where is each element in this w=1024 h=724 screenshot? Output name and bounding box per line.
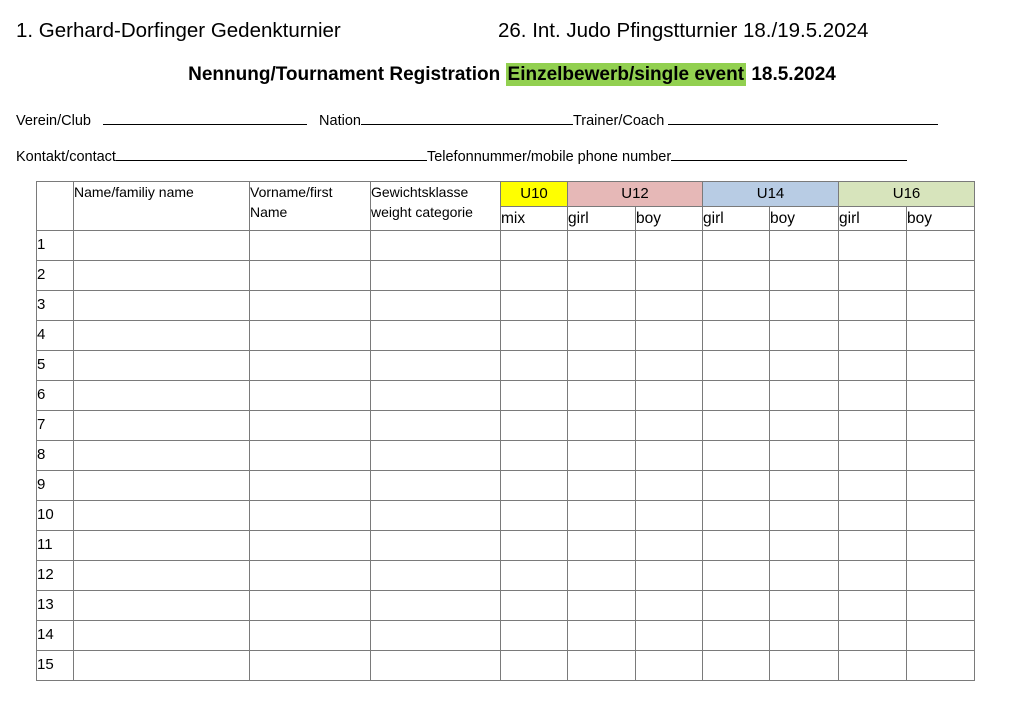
row-number: 13 bbox=[37, 591, 74, 621]
entry-cell[interactable] bbox=[770, 231, 839, 261]
entry-cell[interactable] bbox=[703, 561, 770, 591]
row-number: 8 bbox=[37, 441, 74, 471]
entry-cell[interactable] bbox=[636, 621, 703, 651]
entry-cell[interactable] bbox=[568, 411, 636, 441]
row-number: 2 bbox=[37, 261, 74, 291]
entry-cell[interactable] bbox=[501, 531, 568, 561]
table-row bbox=[37, 471, 975, 501]
phone-label: Telefonnummer/mobile phone number bbox=[426, 149, 672, 165]
entry-cell[interactable] bbox=[907, 261, 975, 291]
entry-cell[interactable] bbox=[250, 471, 371, 501]
contact-row bbox=[16, 147, 907, 165]
table-row bbox=[37, 591, 975, 621]
entry-cell[interactable] bbox=[703, 321, 770, 351]
table-row bbox=[37, 351, 975, 381]
table-row bbox=[37, 321, 975, 351]
entry-cell[interactable] bbox=[703, 261, 770, 291]
entry-cell[interactable] bbox=[636, 261, 703, 291]
entry-cell[interactable] bbox=[74, 471, 250, 501]
entry-cell[interactable] bbox=[250, 321, 371, 351]
coach-label: Trainer/Coach bbox=[572, 113, 665, 129]
entry-cell[interactable] bbox=[568, 291, 636, 321]
entry-cell[interactable] bbox=[501, 351, 568, 381]
entry-cell[interactable] bbox=[770, 291, 839, 321]
entry-cell[interactable] bbox=[770, 351, 839, 381]
entry-cell[interactable] bbox=[74, 381, 250, 411]
contact-label: Kontakt/contact bbox=[16, 149, 116, 165]
entry-cell[interactable] bbox=[839, 381, 907, 411]
entry-cell[interactable] bbox=[371, 591, 501, 621]
entry-cell[interactable] bbox=[703, 591, 770, 621]
age-group-u14: U14 bbox=[703, 182, 839, 207]
entry-cell[interactable] bbox=[250, 261, 371, 291]
row-number: 15 bbox=[37, 651, 74, 681]
table-row bbox=[37, 231, 975, 261]
entry-cell[interactable] bbox=[839, 321, 907, 351]
row-number: 12 bbox=[37, 561, 74, 591]
entry-cell[interactable] bbox=[839, 291, 907, 321]
entry-cell[interactable] bbox=[371, 441, 501, 471]
age-group-u12: U12 bbox=[568, 182, 703, 207]
entry-cell[interactable] bbox=[501, 651, 568, 681]
entry-cell[interactable] bbox=[371, 561, 501, 591]
u14-boy-header: boy bbox=[770, 207, 839, 231]
entry-cell[interactable] bbox=[250, 651, 371, 681]
entry-cell[interactable] bbox=[74, 621, 250, 651]
entry-cell[interactable] bbox=[74, 231, 250, 261]
entry-cell[interactable] bbox=[250, 591, 371, 621]
entry-cell[interactable] bbox=[501, 411, 568, 441]
table-row bbox=[37, 621, 975, 651]
entry-cell[interactable] bbox=[839, 651, 907, 681]
entry-cell[interactable] bbox=[74, 591, 250, 621]
entry-cell[interactable] bbox=[501, 501, 568, 531]
tournament-title: 26. Int. Judo Pfingstturnier 18./19.5.2024 bbox=[498, 19, 869, 42]
entry-cell[interactable] bbox=[636, 651, 703, 681]
weight-category-header: Gewichtsklasse weight categorie bbox=[371, 182, 501, 231]
entry-cell[interactable] bbox=[371, 411, 501, 441]
entry-cell[interactable] bbox=[907, 411, 975, 441]
table-row bbox=[37, 651, 975, 681]
entry-cell[interactable] bbox=[74, 441, 250, 471]
entry-cell[interactable] bbox=[839, 471, 907, 501]
entry-cell[interactable] bbox=[839, 231, 907, 261]
entry-cell[interactable] bbox=[501, 621, 568, 651]
entry-cell[interactable] bbox=[636, 291, 703, 321]
entry-cell[interactable] bbox=[501, 231, 568, 261]
entry-cell[interactable] bbox=[568, 231, 636, 261]
entry-cell[interactable] bbox=[568, 501, 636, 531]
u12-girl-header: girl bbox=[568, 207, 636, 231]
entry-cell[interactable] bbox=[501, 441, 568, 471]
entry-cell[interactable] bbox=[568, 321, 636, 351]
nation-field[interactable] bbox=[361, 111, 573, 125]
registration-heading bbox=[0, 64, 1024, 86]
entry-cell[interactable] bbox=[703, 411, 770, 441]
entry-cell[interactable] bbox=[839, 591, 907, 621]
entry-cell[interactable] bbox=[250, 531, 371, 561]
heading-date: 18.5.2024 bbox=[751, 64, 836, 85]
entry-cell[interactable] bbox=[501, 471, 568, 501]
u14-girl-header: girl bbox=[703, 207, 770, 231]
entry-cell[interactable] bbox=[371, 621, 501, 651]
entry-cell[interactable] bbox=[501, 291, 568, 321]
number-header bbox=[37, 182, 74, 231]
entry-cell[interactable] bbox=[74, 651, 250, 681]
entry-cell[interactable] bbox=[703, 651, 770, 681]
entry-cell[interactable] bbox=[839, 261, 907, 291]
entry-cell[interactable] bbox=[839, 561, 907, 591]
contact-field[interactable] bbox=[116, 147, 427, 161]
table-row bbox=[37, 261, 975, 291]
entry-cell[interactable] bbox=[250, 501, 371, 531]
entry-cell[interactable] bbox=[568, 561, 636, 591]
entry-cell[interactable] bbox=[703, 291, 770, 321]
entry-cell[interactable] bbox=[568, 531, 636, 561]
nation-label: Nation bbox=[319, 113, 361, 129]
entry-cell[interactable] bbox=[501, 591, 568, 621]
entry-cell[interactable] bbox=[839, 441, 907, 471]
entry-cell[interactable] bbox=[703, 441, 770, 471]
registration-table bbox=[36, 181, 975, 681]
entry-cell[interactable] bbox=[703, 621, 770, 651]
entry-cell[interactable] bbox=[770, 531, 839, 561]
row-number: 14 bbox=[37, 621, 74, 651]
entry-cell[interactable] bbox=[501, 381, 568, 411]
table-row bbox=[37, 561, 975, 591]
entry-cell[interactable] bbox=[568, 261, 636, 291]
entry-cell[interactable] bbox=[568, 441, 636, 471]
entry-cell[interactable] bbox=[636, 501, 703, 531]
entry-cell[interactable] bbox=[907, 291, 975, 321]
table-row bbox=[37, 411, 975, 441]
entry-cell[interactable] bbox=[636, 531, 703, 561]
entry-cell[interactable] bbox=[371, 321, 501, 351]
entry-cell[interactable] bbox=[839, 501, 907, 531]
entry-cell[interactable] bbox=[250, 381, 371, 411]
entry-cell[interactable] bbox=[907, 621, 975, 651]
name-header: Name/familiy name bbox=[74, 182, 250, 231]
entry-cell[interactable] bbox=[907, 591, 975, 621]
entry-cell[interactable] bbox=[371, 531, 501, 561]
entry-cell[interactable] bbox=[74, 531, 250, 561]
row-number: 1 bbox=[37, 231, 74, 261]
entry-cell[interactable] bbox=[770, 561, 839, 591]
age-group-u16: U16 bbox=[839, 182, 975, 207]
entry-cell[interactable] bbox=[770, 621, 839, 651]
entry-cell[interactable] bbox=[568, 351, 636, 381]
first-name-header: Vorname/first Name bbox=[250, 182, 371, 231]
club-label: Verein/Club bbox=[16, 113, 91, 129]
entry-cell[interactable] bbox=[501, 261, 568, 291]
entry-cell[interactable] bbox=[568, 591, 636, 621]
entry-cell[interactable] bbox=[770, 651, 839, 681]
entry-cell[interactable] bbox=[907, 531, 975, 561]
table-row bbox=[37, 381, 975, 411]
entry-cell[interactable] bbox=[703, 381, 770, 411]
entry-cell[interactable] bbox=[703, 501, 770, 531]
entry-cell[interactable] bbox=[839, 351, 907, 381]
entry-cell[interactable] bbox=[568, 471, 636, 501]
entry-cell[interactable] bbox=[907, 321, 975, 351]
entry-cell[interactable] bbox=[907, 471, 975, 501]
entry-cell[interactable] bbox=[74, 291, 250, 321]
entry-cell[interactable] bbox=[74, 351, 250, 381]
u12-boy-header: boy bbox=[636, 207, 703, 231]
entry-cell[interactable] bbox=[770, 411, 839, 441]
entry-cell[interactable] bbox=[568, 621, 636, 651]
entry-cell[interactable] bbox=[907, 381, 975, 411]
entry-cell[interactable] bbox=[371, 351, 501, 381]
heading-prefix: Nennung/Tournament Registration bbox=[188, 64, 501, 85]
row-number: 9 bbox=[37, 471, 74, 501]
entry-cell[interactable] bbox=[636, 591, 703, 621]
entry-cell[interactable] bbox=[371, 651, 501, 681]
entry-cell[interactable] bbox=[703, 351, 770, 381]
entry-cell[interactable] bbox=[770, 501, 839, 531]
entry-cell[interactable] bbox=[636, 441, 703, 471]
entry-cell[interactable] bbox=[74, 501, 250, 531]
entry-cell[interactable] bbox=[371, 231, 501, 261]
entry-cell[interactable] bbox=[636, 411, 703, 441]
entry-cell[interactable] bbox=[770, 591, 839, 621]
entry-cell[interactable] bbox=[568, 381, 636, 411]
entry-cell[interactable] bbox=[907, 561, 975, 591]
u16-girl-header: girl bbox=[839, 207, 907, 231]
entry-cell[interactable] bbox=[839, 411, 907, 441]
entry-cell[interactable] bbox=[703, 231, 770, 261]
row-number: 3 bbox=[37, 291, 74, 321]
entry-cell[interactable] bbox=[907, 441, 975, 471]
entry-cell[interactable] bbox=[501, 561, 568, 591]
entry-cell[interactable] bbox=[636, 351, 703, 381]
entry-cell[interactable] bbox=[74, 411, 250, 441]
u16-boy-header: boy bbox=[907, 207, 975, 231]
age-group-u10: U10 bbox=[501, 182, 568, 207]
entry-cell[interactable] bbox=[250, 291, 371, 321]
club-field[interactable] bbox=[103, 111, 307, 125]
entry-cell[interactable] bbox=[250, 351, 371, 381]
entry-cell[interactable] bbox=[371, 381, 501, 411]
table-row bbox=[37, 501, 975, 531]
memorial-title: 1. Gerhard-Dorfinger Gedenkturnier bbox=[16, 19, 341, 42]
coach-field[interactable] bbox=[668, 111, 938, 125]
entry-cell[interactable] bbox=[703, 531, 770, 561]
entry-cell[interactable] bbox=[703, 471, 770, 501]
club-row bbox=[16, 111, 938, 129]
entry-cell[interactable] bbox=[74, 561, 250, 591]
entry-cell[interactable] bbox=[839, 531, 907, 561]
row-number: 11 bbox=[37, 531, 74, 561]
entry-cell[interactable] bbox=[568, 651, 636, 681]
entry-cell[interactable] bbox=[839, 621, 907, 651]
entry-cell[interactable] bbox=[501, 321, 568, 351]
entry-cell[interactable] bbox=[770, 471, 839, 501]
table-row bbox=[37, 291, 975, 321]
entry-cell[interactable] bbox=[636, 471, 703, 501]
row-number: 5 bbox=[37, 351, 74, 381]
entry-cell[interactable] bbox=[907, 651, 975, 681]
entry-cell[interactable] bbox=[74, 261, 250, 291]
entry-cell[interactable] bbox=[636, 231, 703, 261]
entry-cell[interactable] bbox=[250, 441, 371, 471]
phone-field[interactable] bbox=[671, 147, 907, 161]
entry-cell[interactable] bbox=[770, 261, 839, 291]
entry-cell[interactable] bbox=[371, 501, 501, 531]
table-row bbox=[37, 441, 975, 471]
row-number: 4 bbox=[37, 321, 74, 351]
entry-cell[interactable] bbox=[371, 261, 501, 291]
heading-highlight: Einzelbewerb/single event bbox=[507, 64, 745, 85]
entry-cell[interactable] bbox=[371, 291, 501, 321]
entry-cell[interactable] bbox=[250, 411, 371, 441]
entry-cell[interactable] bbox=[636, 561, 703, 591]
row-number: 10 bbox=[37, 501, 74, 531]
entry-cell[interactable] bbox=[770, 381, 839, 411]
entry-cell[interactable] bbox=[250, 621, 371, 651]
entry-cell[interactable] bbox=[371, 471, 501, 501]
table-row bbox=[37, 531, 975, 561]
u10-mix-header: mix bbox=[501, 207, 568, 231]
row-number: 6 bbox=[37, 381, 74, 411]
entry-cell[interactable] bbox=[250, 561, 371, 591]
entry-cell[interactable] bbox=[74, 321, 250, 351]
entry-cell[interactable] bbox=[770, 321, 839, 351]
entry-cell[interactable] bbox=[770, 441, 839, 471]
entry-cell[interactable] bbox=[250, 231, 371, 261]
entry-cell[interactable] bbox=[907, 231, 975, 261]
entry-cell[interactable] bbox=[907, 351, 975, 381]
entry-cell[interactable] bbox=[636, 381, 703, 411]
entry-cell[interactable] bbox=[907, 501, 975, 531]
entry-cell[interactable] bbox=[636, 321, 703, 351]
row-number: 7 bbox=[37, 411, 74, 441]
